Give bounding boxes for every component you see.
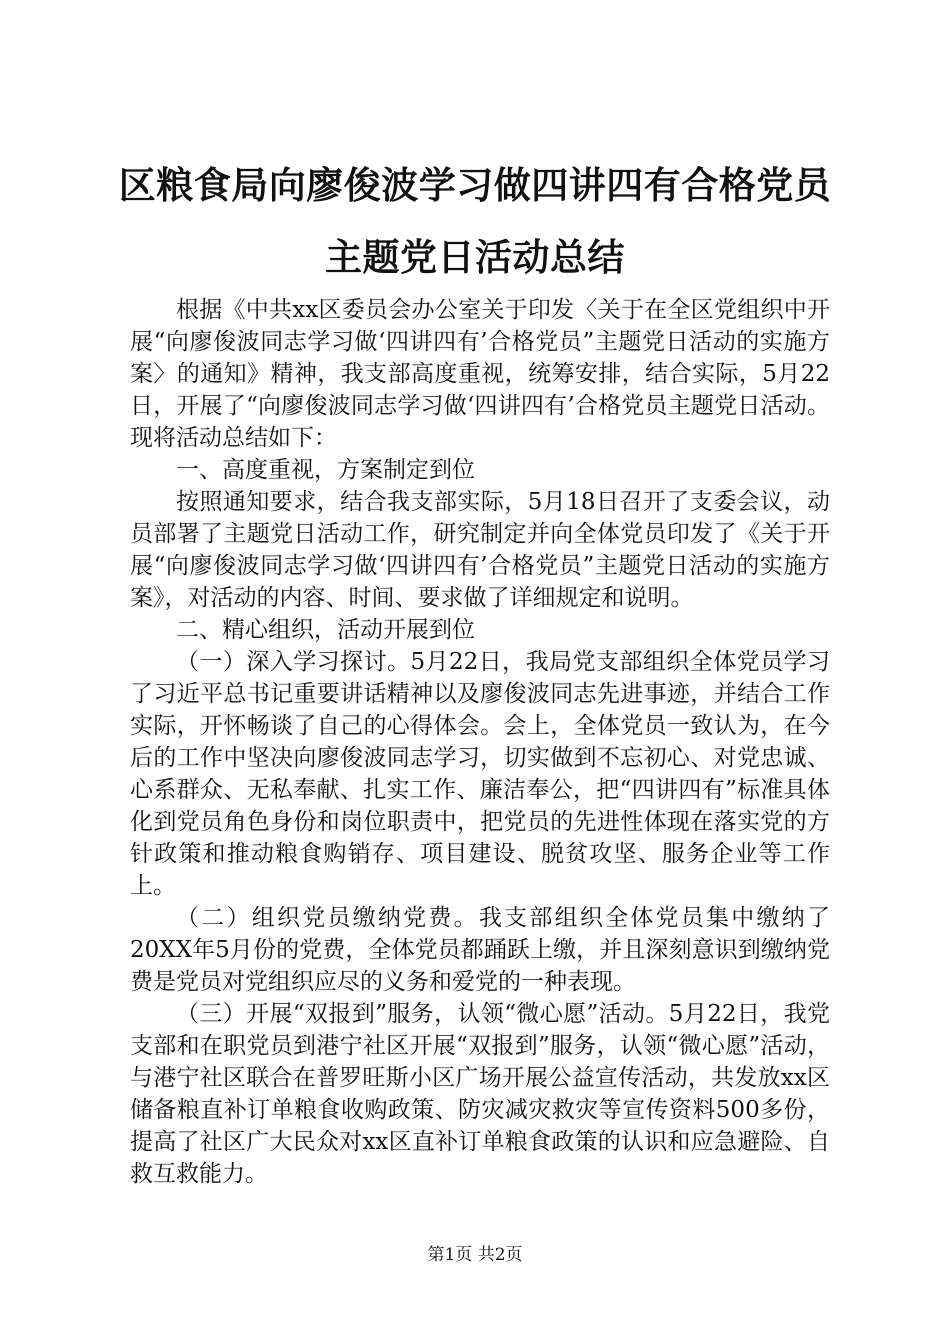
paragraph-item-1: （一）深入学习探讨。5月22日，我局党支部组织全体党员学习了习近平总书记重要讲话精神以及廖俊波同志先进事迹，并结合工作实际，开怀畅谈了自己的心得体会。会上，全体党员一致认为，在今后的工作中坚决向廖俊波同志学习，切实做到不忘初心、对党忠诚、心系群众、无私奉献、扎实工作、廉洁奉公，把“四讲四有”标准具体化到党员角色身份和岗位职责中，把党员的先进性体现在落实党的方针政策和推动粮食购销存、项目建设、脱贫攻坚、服务企业等工作上。 [130,649,830,899]
document-body [130,294,830,1190]
paragraph-item-3: （三）开展“双报到”服务，认领“微心愿”活动。5月22日，我党支部和在职党员到港宁社区开展“双报到”服务，认领“微心愿”活动，与港宁社区联合在普罗旺斯小区广场开展公益宣传活动，共发放xx区储备粮直补订单粮食收购政策、防灾减灾救灾等宣传资料500多份，提高了社区广大民众对xx区直补订单粮食政策的认识和应急避险、自救互救能力。 [130,1001,830,1187]
paragraph-intro: 根据《中共xx区委员会办公室关于印发〈关于在全区党组织中开展“向廖俊波同志学习做‘四讲四有’合格党员”主题党日活动的实施方案〉的通知》精神，我支部高度重视，统筹安排，结合实际，5月22日，开展了“向廖俊波同志学习做‘四讲四有’合格党员主题党日活动。现将活动总结如下： [130,297,830,451]
section-heading-1: 一、高度重视，方案制定到位 [176,457,475,483]
paragraph-item-2: （二）组织党员缴纳党费。我支部组织全体党员集中缴纳了20XX年5月份的党费，全体党员都踊跃上缴，并且深刻意识到缴纳党费是党员对党组织应尽的义务和爱党的一种表现。 [130,905,830,995]
document-title: 区粮食局向廖俊波学习做四讲四有合格党员主题党日活动总结 [118,164,832,279]
section-heading-2: 二、精心组织，活动开展到位 [176,617,475,643]
paragraph-section-1: 按照通知要求，结合我支部实际，5月18日召开了支委会议，动员部署了主题党日活动工作，研究制定并向全体党员印发了《关于开展“向廖俊波同志学习做‘四讲四有’合格党员”主题党日活动的实施方案》，对活动的内容、时间、要求做了详细规定和说明。 [130,489,830,611]
page-footer: 第1页 共2页 [427,1245,523,1265]
